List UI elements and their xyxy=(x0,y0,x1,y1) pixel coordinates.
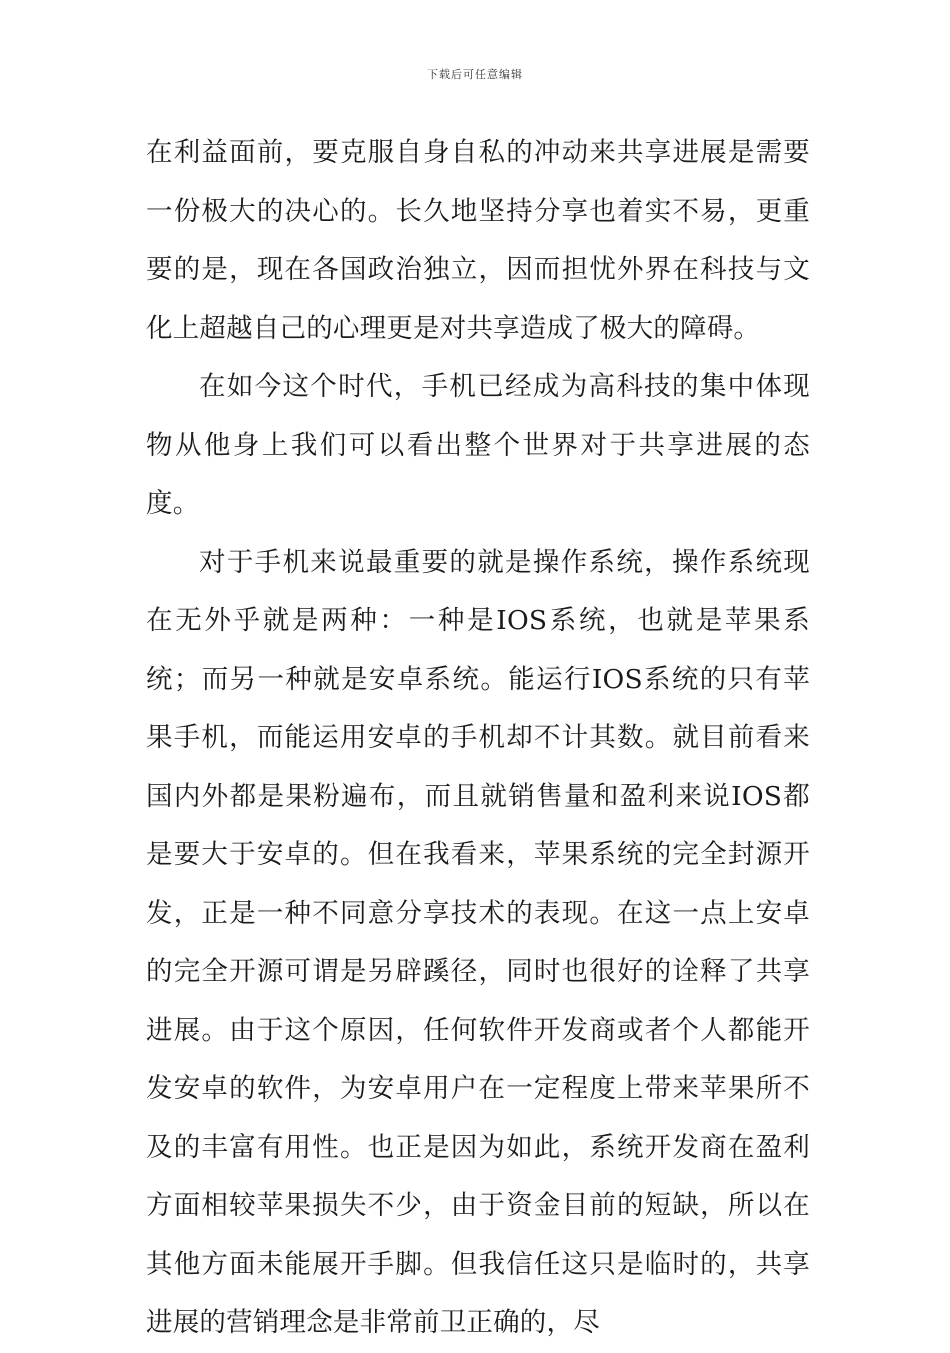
paragraph-1: 在利益面前，要克服自身自私的冲动来共享进展是需要一份极大的决心的。长久地坚持分享也着实不易，更重要的是，现在各国政治独立，因而担忧外界在科技与文化上超越自己的心理更是对共享造成了极大的障碍。 xyxy=(146,137,810,344)
paragraph-3: 对于手机来说最重要的就是操作系统，操作系统现在无外乎就是两种：一种是IOS系统，也就是苹果系统；而另一种就是安卓系统。能运行IOS系统的只有苹果手机，而能运用安卓的手机却不计其数。就目前看来国内外都是果粉遍布，而且就销售量和盈利来说IOS都是要大于安卓的。但在我看来，苹果系统的完全封源开发，正是一种不同意分享技术的表现。在这一点上安卓的完全开源可谓是另辟蹊径，同时也很好的诠释了共享进展。由于这个原因，任何软件开发商或者个人都能开发安卓的软件，为安卓用户在一定程度上带来苹果所不及的丰富有用性。也正是因为如此，系统开发商在盈利方面相较苹果损失不少，由于资金目前的短缺，所以在其他方面未能展开手脚。但我信任这只是临时的，共享进展的营销理念是非常前卫正确的，尽 xyxy=(146,546,810,1338)
paragraph-2: 在如今这个时代，手机已经成为高科技的集中体现物从他身上我们可以看出整个世界对于共享进展的态度。 xyxy=(146,371,810,519)
page-header: 下载后可任意编辑 xyxy=(427,68,523,81)
document-body xyxy=(146,124,810,1353)
